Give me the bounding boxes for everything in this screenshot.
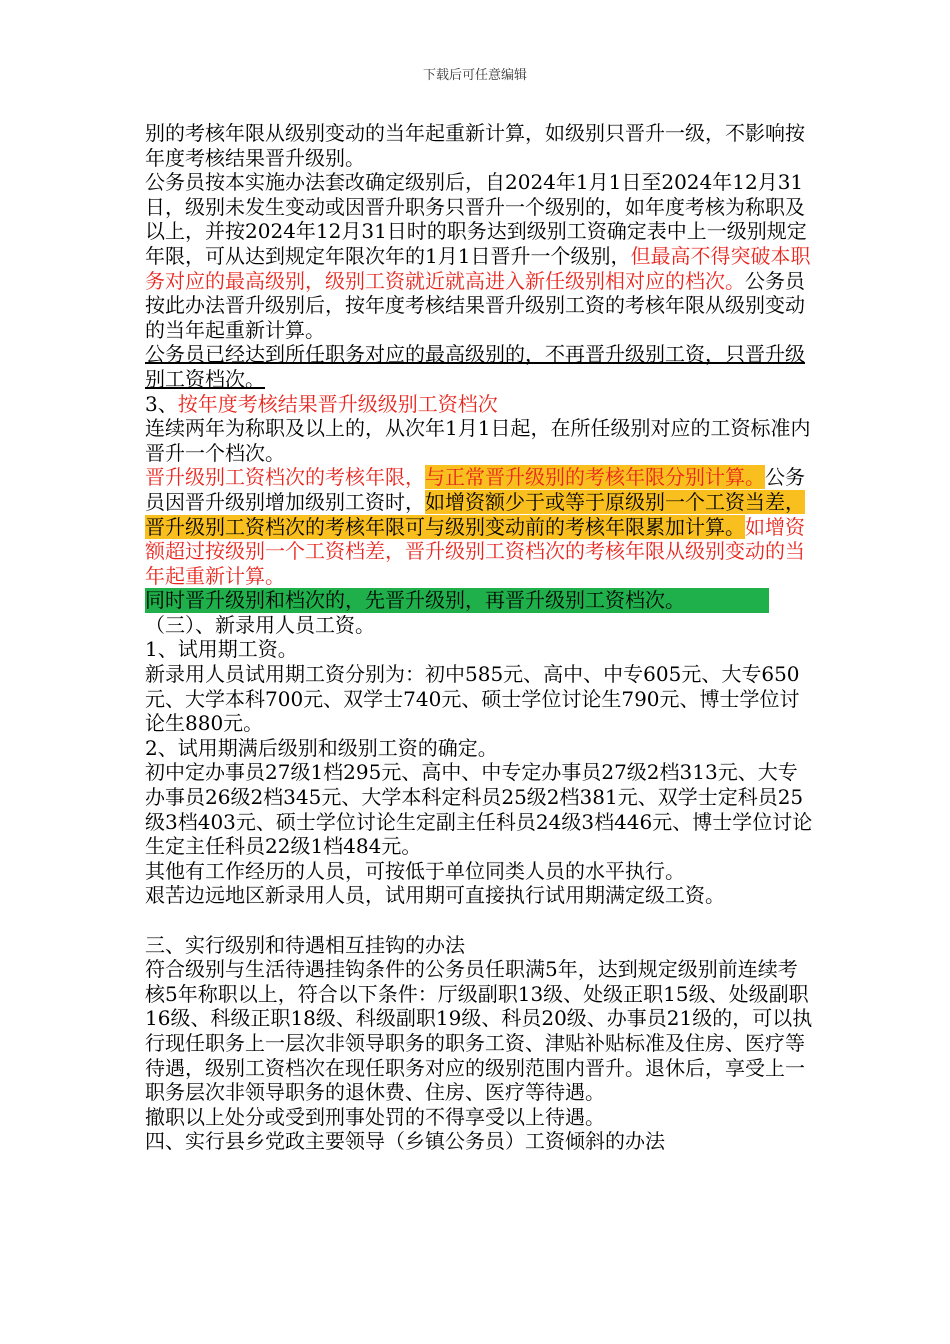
red-text-run: 如增资额超过按级别一个工资档差，晋升级别工资档次的考核年限从级别变动的当年起重新计算。 xyxy=(145,514,805,588)
paragraph xyxy=(145,588,815,613)
text-run: 公务员按本实施办法套改确定级别后，自2024年1月1日至2024年12月31日，级别未发生变动或因晋升职务只晋升一个级别的，如年度考核为称职及以上，并按2024年12月31日时的职务达到级别工资确定表中上一级别规定年限，可从达到规定年限次年的1月1日晋升一个级别， xyxy=(145,170,807,268)
heading-number: 3、 xyxy=(145,391,178,416)
paragraph: 2、试用期满后级别和级别工资的确定。 xyxy=(145,735,498,760)
paragraph: 1、试用期工资。 xyxy=(145,637,298,662)
paragraph: 撤职以上处分或受到刑事处罚的不得享受以上待遇。 xyxy=(145,1104,605,1129)
paragraph xyxy=(145,465,815,588)
page-header: 下载后可任意编辑 xyxy=(422,68,527,83)
red-text-run: 晋升级别工资档次的考核年限， xyxy=(145,465,425,490)
green-highlighted-text: 同时晋升级别和档次的，先晋升级别，再晋升级别工资档次。 xyxy=(145,588,769,613)
document-body xyxy=(145,121,815,1154)
paragraph: 连续两年为称职及以上的，从次年1月1日起，在所任级别对应的工资标准内晋升一个档次。 xyxy=(145,416,811,465)
paragraph: （三）、新录用人员工资。 xyxy=(145,612,375,637)
text-run: 公务员按此办法晋升级别后，按年度考核结果晋升级别工资的考核年限从级别变动的当年起重新计算。 xyxy=(145,268,805,342)
section-heading: 四、实行县乡党政主要领导（乡镇公务员）工资倾斜的办法 xyxy=(145,1129,665,1154)
paragraph: 其他有工作经历的人员，可按低于单位同类人员的水平执行。 xyxy=(145,858,685,883)
blank-line xyxy=(145,908,815,933)
paragraph: 别的考核年限从级别变动的当年起重新计算，如级别只晋升一级，不影响按年度考核结果晋升级别。 xyxy=(145,121,805,170)
paragraph xyxy=(145,170,815,342)
red-heading-text: 按年度考核结果晋升级级别工资档次 xyxy=(177,391,498,416)
underlined-paragraph: 公务员已经达到所任职务对应的最高级别的，不再晋升级别工资，只晋升级别工资档次。 xyxy=(145,342,805,391)
paragraph: 艰苦边远地区新录用人员，试用期可直接执行试用期满定级工资。 xyxy=(145,883,725,908)
red-text-run: 但最高不得突破本职务对应的最高级别，级别工资就近就高进入新任级别相对应的档次。 xyxy=(145,243,811,293)
paragraph: 新录用人员试用期工资分别为：初中585元、高中、中专605元、大专650元、大学本科700元、双学士740元、硕士学位讨论生790元、博士学位讨论生880元。 xyxy=(145,662,800,736)
section-heading xyxy=(145,392,815,417)
text-run: 公务员因晋升级别增加级别工资时， xyxy=(145,465,805,514)
paragraph: 符合级别与生活待遇挂钩条件的公务员任职满5年，达到规定级别前连续考核5年称职以上，符合以下条件：厅级副职13级、处级正职15级、处级副职16级、科级正职18级、科级副职19级、科员20级、办事员21级的，可以执行现任职务上一层次非领导职务的职务工资、津贴补贴标准及住房、医疗等待遇，级别工资档次在现任职务对应的级别范围内晋升。退休后，享受上一职务层次非领导职务的退休费、住房、医疗等待遇。 xyxy=(145,957,813,1105)
section-heading: 三、实行级别和待遇相互挂钩的办法 xyxy=(145,932,465,957)
highlighted-text: 如增资额少于或等于原级别一个工资当差，晋升级别工资档次的考核年限可与级别变动前的考核年限累加计算。 xyxy=(145,489,805,539)
paragraph: 初中定办事员27级1档295元、高中、中专定办事员27级2档313元、大专办事员26级2档345元、大学本科定科员25级2档381元、双学士定科员25级3档403元、硕士学位讨论生定副主任科员24级3档446元、博士学位讨论生定主任科员22级1档484元。 xyxy=(145,760,813,859)
highlighted-red-text: 与正常晋升级别的考核年限分别计算。 xyxy=(425,465,765,490)
